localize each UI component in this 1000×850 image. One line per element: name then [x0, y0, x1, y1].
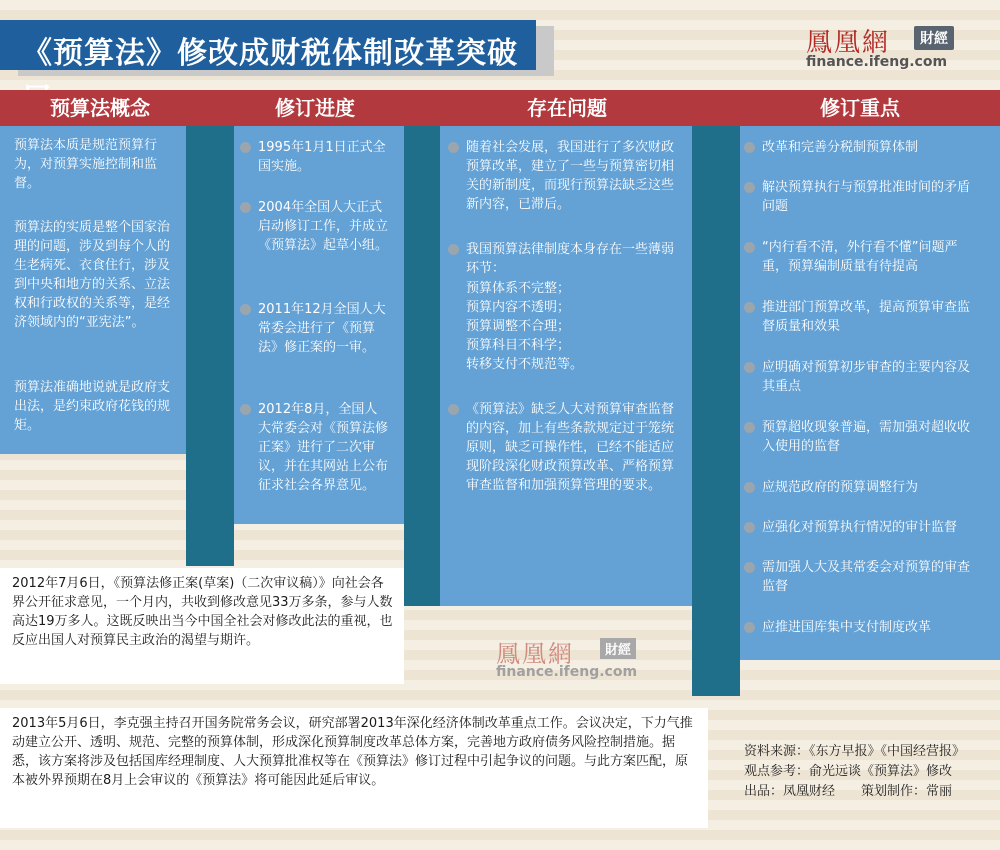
progress-item: 2011年12月全国人大常委会进行了《预算法》修正案的一审。	[240, 300, 390, 357]
progress-item: 2012年8月，全国人大常委会对《预算法修正案》进行了二次审议，并在其网站上公布征求社会各界意见。	[240, 400, 390, 495]
focus-item: “内行看不清，外行看不懂”问题严重，预算编制质量有待提高	[744, 238, 980, 276]
note-2012: 2012年7月6日，《预算法修正案(草案)（二次审议稿）》向社会各界公开征求意见，一个月内，共收到修改意见33万多条，参与人数高达19万多人。这既反映出当今中国全社会对修改此法的重视，也反应出国人对预算民主政治的渴望与期许。	[0, 568, 404, 684]
logo-url: finance.ifeng.com	[806, 54, 948, 70]
source-line-2: 观点参考：俞光远谈《预算法》修改	[744, 764, 953, 779]
problem-subitem: 预算调整不合理；	[466, 319, 571, 334]
ifeng-finance-logo	[800, 22, 980, 74]
column-header-concept: 预算法概念	[50, 96, 150, 120]
column-header-progress: 修订进度	[275, 96, 355, 120]
separator-1	[186, 126, 234, 566]
mid-logo-chinese: 鳳凰網	[496, 640, 574, 668]
mid-logo-url: finance.ifeng.com	[496, 664, 638, 680]
focus-item: 改革和完善分税制预算体制	[744, 138, 980, 157]
concept-paragraph-1: 预算法本质是规范预算行为，对预算实施控制和监督。	[14, 138, 158, 191]
focus-item: 推进部门预算改革，提高预算审查监督质量和效果	[744, 298, 980, 336]
problem-item-2-intro: 我国预算法律制度本身存在一些薄弱环节：	[448, 240, 686, 278]
concept-paragraph-2: 预算法的实质是整个国家治理的问题，涉及到每个人的生老病死、衣食住行，涉及到中央和地方的关系、立法权和行政权的关系等，是经济领域内的“亚宪法”。	[14, 220, 171, 330]
separator-3	[692, 126, 740, 696]
focus-item: 需加强人大及其常委会对预算的审查监督	[744, 558, 980, 596]
focus-item: 应规范政府的预算调整行为	[744, 478, 980, 497]
column-header-problems: 存在问题	[527, 96, 607, 120]
progress-item: 1995年1月1日正式全国实施。	[240, 138, 390, 176]
focus-item: 应强化对预算执行情况的审计监督	[744, 518, 980, 537]
concept-paragraph-3: 预算法准确地说就是政府支出法，是约束政府花钱的规矩。	[14, 380, 171, 433]
logo-tag: 財經	[914, 26, 954, 50]
progress-item: 2004年全国人大正式启动修订工作，并成立《预算法》起草小组。	[240, 198, 390, 255]
focus-item: 解决预算执行与预算批准时间的矛盾问题	[744, 178, 980, 216]
separator-2	[404, 126, 440, 606]
problem-subitem: 预算科目不科学；	[466, 338, 571, 353]
page-title: 《预算法》修改成财税体制改革突破	[22, 36, 518, 71]
focus-item: 预算超收现象普遍，需加强对超收收入使用的监督	[744, 418, 980, 456]
focus-item: 应推进国库集中支付制度改革	[744, 618, 980, 637]
note-2013: 2013年5月6日，李克强主持召开国务院常务会议，研究部署2013年深化经济体制改革重点工作。会议决定，下力气推动建立公开、透明、规范、完整的预算体制，形成深化预算制度改革总体方案，完善地方政府债务风险控制措施。据悉，该方案将涉及包括国库经理制度、人大预算批准权等在《预算法》修订过程中引起争议的问题。与此方案匹配，原本被外界预期在8月上会审议的《预算法》将可能因此延后审议。	[0, 708, 708, 828]
problem-subitem: 预算体系不完整；	[466, 281, 571, 296]
source-credits	[744, 742, 965, 802]
column-header-focus: 修订重点	[820, 96, 900, 120]
problem-subitem: 预算内容不透明；	[466, 300, 571, 315]
title-banner	[0, 20, 536, 70]
problem-subitem: 转移支付不规范等。	[466, 357, 584, 372]
source-line-1: 资料来源：《东方早报》《中国经营报》	[744, 744, 966, 759]
problem-item-3: 《预算法》缺乏人大对预算审查监督的内容，加上有些条款规定过于笼统原则，缺乏可操作性，已经不能适应现阶段深化财政预算改革、严格预算审查监督和加强预算管理的要求。	[448, 400, 686, 495]
problem-item-1: 随着社会发展，我国进行了多次财政预算改革，建立了一些与预算密切相关的新制度，而现行预算法缺乏这些新内容，已滞后。	[448, 138, 686, 214]
mid-logo-tag: 財經	[600, 638, 636, 659]
logo-chinese: 鳳凰網	[806, 28, 891, 58]
mid-watermark-logo	[496, 634, 666, 684]
source-line-3: 出品：凤凰财经 策划制作：常丽	[744, 784, 953, 799]
focus-item: 应明确对预算初步审查的主要内容及其重点	[744, 358, 980, 396]
